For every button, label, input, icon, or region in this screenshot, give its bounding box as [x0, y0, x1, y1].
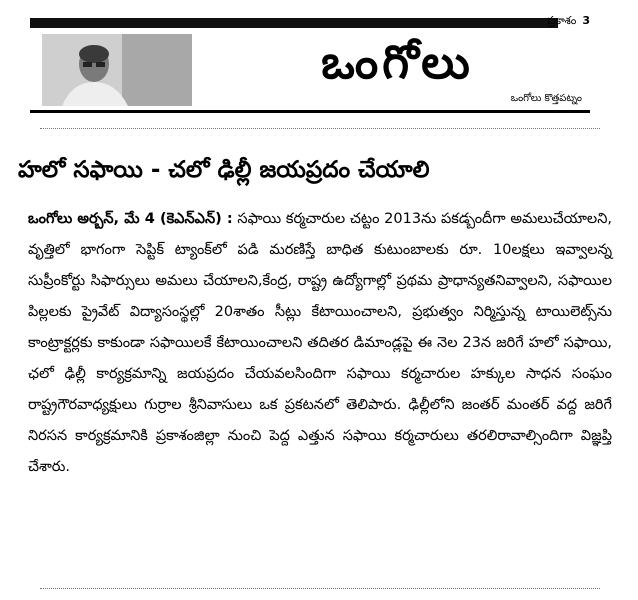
page-number: 3 [582, 14, 590, 27]
edition-subtitle: ఒంగోలు కొత్తపట్నం [510, 93, 582, 104]
article-body-text: సఫాయి కర్మచారుల చట్టం 2013ను పకడ్బందీగా అమలుచేయాలని, వృత్తిలో భాగంగా సెప్టిక్ ట్యాంక్‌లో పడి మరణిస్తే బాధిత కుటుంబాలకు రూ. 10లక్షలు ఇవ్వాలన్న సుప్రీంకోర్టు సిఫార్సులు అమలు చేయాలని,కేంద్ర, రాష్ట్ర ఉద్యోగాల్లో ప్రథమ ప్రాధాన్యతనివ్వాలని, సఫాయిల పిల్లలకు ప్రైవేట్ విద్యాసంస్థల్లో 20శాతం సీట్లు కేటాయించాలని, ప్రభుత్వం నిర్మిస్తున్న టాయిలెట్స్‌ను కాంట్రాక్టర్లకు కాకుండా సఫాయిలకే కేటాయించాలని తదితర డిమాండ్లపై ఈ నెల 23న జరిగే హలో సఫాయి, ఛలో ఢిల్లీ కార్యక్రమాన్ని జయప్రదం చేయవలసిందిగా సఫాయి కర్మచారుల హక్కుల సాధన సంఘం రాష్ట్రగౌరవాధ్యక్షులు గుర్రాల శ్రీనివాసులు ఒక ప్రకటనలో తెలిపారు. ఢిల్లీలోని జంతర్ మంతర్ వద్ద జరిగే నిరసన కార్యక్రమానికి ప్రకాశంజిల్లా నుంచి పెద్ద ఎత్తున సఫాయి కర్మచారులు తరలిరావాల్సిందిగా విజ్ఞప్తి చేశారు. [28, 211, 612, 475]
page-label [547, 14, 590, 28]
news-article [0, 128, 638, 600]
masthead-bottom-rule [30, 110, 590, 113]
masthead [30, 14, 590, 110]
article-dateline: ఒంగోలు అర్బన్, మే 4 (కెఎన్ఎన్) : [28, 211, 233, 227]
article-body [28, 204, 612, 483]
clipping-edge-top [40, 128, 600, 137]
article-headline: హలో సఫాయి - చలో ఢిల్లీ జయప్రదం చేయాలి [18, 157, 430, 183]
portrait-illustration [42, 34, 192, 106]
masthead-portrait-image [42, 34, 192, 106]
edition-title-block [205, 34, 590, 110]
edition-title: ఒంగోలు [321, 35, 474, 89]
clipping-edge-bottom [40, 580, 600, 589]
page-district-label: ప్రకాశం [547, 14, 577, 27]
top-rule [30, 18, 558, 28]
